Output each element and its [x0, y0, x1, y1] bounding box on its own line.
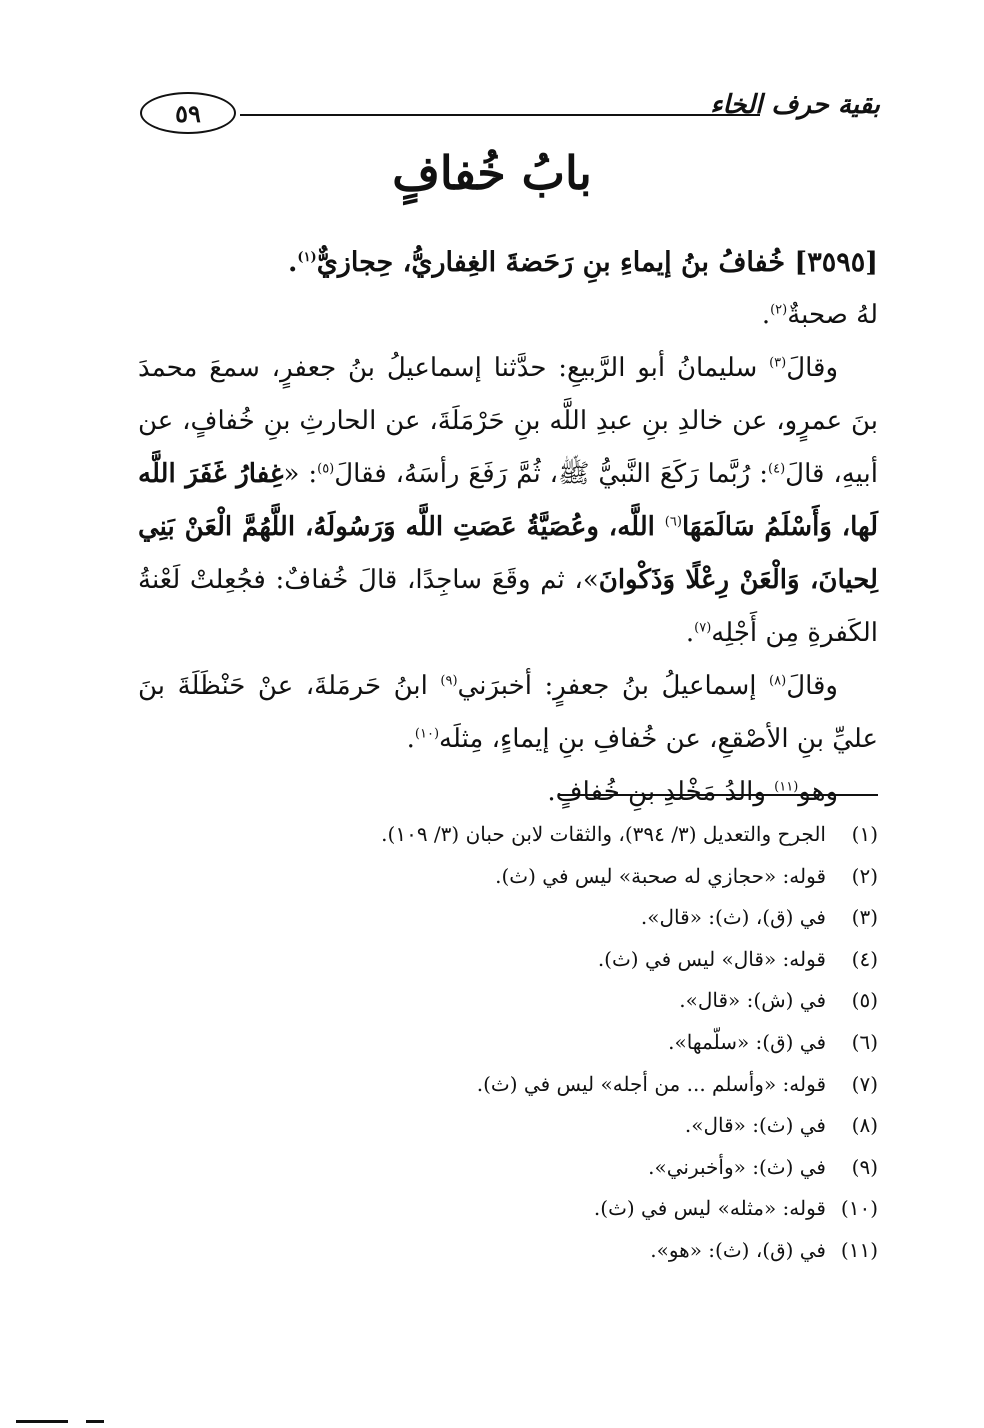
footnote: [200, 856, 878, 898]
footnote-text: قوله: «وأسلم ... من أجله» ليس في (ث).: [476, 1071, 826, 1096]
footnote: [200, 1230, 878, 1272]
footnote-ref: (٣): [769, 355, 787, 371]
footnote: [200, 1188, 878, 1230]
footnote-text: في (ق): «سلّمها».: [668, 1029, 826, 1054]
entry-heading-end: .: [288, 247, 298, 278]
paragraph-text: وقالَ: [786, 353, 838, 383]
footnote: [200, 1147, 878, 1189]
paragraph-text: : «: [283, 459, 318, 489]
footnote-number: (١): [851, 822, 878, 846]
footnote-ref: (٤): [768, 461, 786, 477]
paragraph-second-chain: [138, 660, 878, 766]
paragraph-text: إسماعيلُ بنُ جعفرٍ: أخبرَني: [457, 671, 770, 701]
entry-number: [٣٥٩٥]: [794, 247, 878, 278]
footnote-text: في (ث): «قال».: [684, 1113, 826, 1138]
footnote-ref: (٧): [694, 620, 712, 636]
paragraph-text: : رُبَّما رَكَعَ النَّبيُّ ﷺ، ثُمَّ رَفَعَ رأسَهُ، فقالَ: [334, 459, 769, 489]
footnote-text: في (ش): «قال».: [679, 988, 826, 1013]
footnote-number: (١١): [840, 1237, 878, 1262]
footnote: [200, 897, 878, 939]
footnote-number: (٩): [851, 1154, 878, 1179]
hadith-text: اللَّه، وعُصَيَّةُ عَصَتِ اللَّه وَرَسُولَهُ، اللَّهُمَّ الْعَنْ بَنِي لِحيانَ، وَالْعَنْ رِعْلًا وَذَكْوانَ: [138, 512, 878, 595]
scan-edge-mark: [16, 1420, 68, 1423]
footnote-text: في (ق)، (ث): «هو».: [650, 1237, 826, 1262]
paragraph-text: ابنُ حَرمَلةَ، عنْ حَنْظَلَةَ بنَ عليِّ بنِ الأصْقعِ، عن خُفافِ بنِ إيماءٍ، مِثلَه: [138, 671, 878, 754]
footnote-number: (٦): [851, 1029, 878, 1054]
footnote: [200, 1105, 878, 1147]
paragraph-companionship: [138, 289, 878, 342]
hadith-text: غِفارُ غَفَرَ اللَّه لَها، وَأَسْلَمُ سَالَمَهَا: [138, 459, 878, 542]
chapter-title: بابُ خُفافٍ: [392, 146, 592, 200]
footnote-number: (٨): [851, 1113, 878, 1138]
paragraph-hadith: [138, 342, 878, 660]
entry-heading: [138, 236, 878, 289]
footnote: [200, 939, 878, 981]
paragraph-text: والدُ مَخْلدِ بنِ خُفافٍ.: [547, 777, 775, 807]
paragraph-father-of: [138, 766, 878, 819]
paragraph-text: .: [406, 724, 415, 754]
paragraph-text: .: [685, 618, 695, 648]
scan-edge-mark: [86, 1420, 104, 1423]
footnote-text: قوله: «قال» ليس في (ث).: [597, 946, 826, 971]
footnote: [200, 814, 878, 856]
footnote-ref: (٦): [664, 514, 682, 530]
header-rule: [240, 114, 760, 116]
paragraph-text: .: [761, 300, 771, 330]
footnote-ref: (١٠): [414, 726, 440, 742]
footnote-ref: (٨): [769, 673, 787, 689]
running-head: بقية حرف الخاء: [710, 90, 880, 120]
footnote-text: في (ق)، (ث): «قال».: [640, 905, 826, 930]
page-header: [140, 84, 880, 144]
footnote-number: (٧): [851, 1071, 878, 1096]
footnote-text: في (ث): «وأخبرني».: [648, 1154, 826, 1179]
footnote-ref: (١): [297, 250, 317, 265]
footnote-text: الجرح والتعديل (٣/ ٣٩٤)، والثقات لابن حبان (٣/ ١٠٩).: [381, 822, 826, 846]
footnote-number: (١٠): [840, 1196, 878, 1221]
footnote-ref: (٥): [317, 461, 335, 477]
footnote-number: (٣): [851, 905, 878, 930]
footnote-ref: (٢): [770, 302, 788, 318]
paragraph-text: »، ثم وقَعَ ساجِدًا، قالَ خُفافٌ: فجُعِلتْ لَعْنةُ الكَفرةِ مِن أَجْلِه: [138, 565, 878, 648]
footnote-number: (٥): [851, 988, 878, 1013]
footnote-number: (٤): [851, 946, 878, 971]
entry-heading-text: خُفافُ بنُ إيماءِ بنِ رَحَضةَ الغِفاريُّ، حِجازيٌّ: [316, 247, 786, 278]
footnote-ref: (٩): [440, 673, 458, 689]
main-text: [138, 236, 878, 819]
footnote: [200, 1022, 878, 1064]
paragraph-text: سليمانُ أبو الرَّبيعِ: حدَّثنا إسماعيلُ بنُ جعفرٍ، سمعَ محمدَ بنَ عمرٍو، عن خالدِ بنِ عبدِ اللَّه بنِ حَرْمَلَةَ، عن الحارثِ بنِ خُفافٍ، عن أبيهِ، قالَ: [138, 353, 878, 489]
page-number: ٥٩: [140, 92, 236, 134]
footnote: [200, 980, 878, 1022]
footnote-text: قوله: «مثله» ليس في (ث).: [593, 1196, 826, 1221]
footnote: [200, 1064, 878, 1106]
paragraph-text: وهو: [798, 777, 838, 807]
footnotes: [200, 814, 878, 1272]
paragraph-text: لهُ صحبةٌ: [787, 300, 878, 330]
footnote-number: (٢): [851, 863, 878, 888]
footnote-separator: [558, 794, 878, 796]
footnote-ref: (١١): [774, 779, 799, 795]
paragraph-text: وقالَ: [786, 671, 838, 701]
footnote-text: قوله: «حجازي له صحبة» ليس في (ث).: [495, 863, 826, 888]
